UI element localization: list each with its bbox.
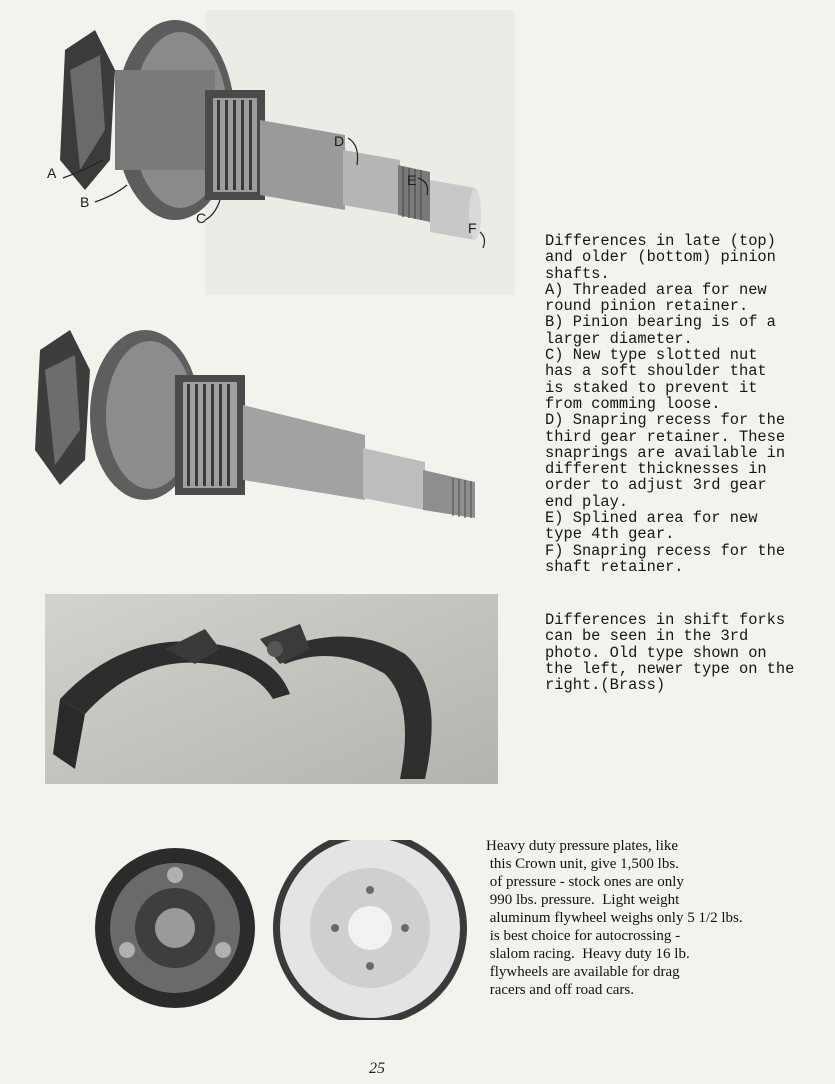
caption-line: larger diameter. xyxy=(545,329,693,348)
caption-line: B) Pinion bearing is of a xyxy=(545,313,776,332)
photo-new-pinion-shaft xyxy=(55,10,515,295)
label-e: E xyxy=(407,172,417,188)
caption-line: A) Threaded area for new xyxy=(545,280,767,299)
photo-shift-forks xyxy=(45,594,498,784)
caption-line: F) Snapring recess for the xyxy=(545,541,786,560)
caption-line: the left, newer type on the xyxy=(545,659,795,678)
caption-pinion-shafts xyxy=(545,233,785,575)
caption-line: flywheels are available for drag xyxy=(486,964,680,980)
label-d: D xyxy=(334,133,345,149)
caption-line: this Crown unit, give 1,500 lbs. xyxy=(486,856,679,872)
label-f: F xyxy=(468,220,477,236)
caption-line: different thicknesses in xyxy=(545,460,767,479)
caption-line: aluminum flywheel weighs only 5 1/2 lbs. xyxy=(486,910,743,926)
caption-line: end play. xyxy=(545,492,629,511)
caption-clutch-flywheel xyxy=(486,837,743,999)
caption-line: is best choice for autocrossing - xyxy=(486,928,681,944)
photo-clutch-flywheel xyxy=(75,840,475,1020)
label-c: C xyxy=(196,210,207,226)
caption-line: photo. Old type shown on xyxy=(545,643,767,662)
caption-line: type 4th gear. xyxy=(545,525,675,544)
caption-line: from comming loose. xyxy=(545,394,721,413)
page-number: 25 xyxy=(369,1060,385,1077)
caption-line: right.(Brass) xyxy=(545,676,666,695)
caption-line: third gear retainer. These xyxy=(545,427,786,446)
caption-line: has a soft shoulder that xyxy=(545,362,767,381)
caption-line: shaft retainer. xyxy=(545,557,684,576)
caption-line: Differences in late (top) xyxy=(545,232,776,250)
caption-line: of pressure - stock ones are only xyxy=(486,874,684,890)
caption-line: round pinion retainer. xyxy=(545,297,749,316)
label-b: B xyxy=(80,194,90,210)
caption-line: shafts. xyxy=(545,264,610,283)
caption-line: D) Snapring recess for the xyxy=(545,411,786,430)
caption-shift-forks xyxy=(545,612,794,693)
caption-line: order to adjust 3rd gear xyxy=(545,476,767,495)
caption-line: slalom racing. Heavy duty 16 lb. xyxy=(486,946,690,962)
photo-old-pinion-shaft xyxy=(35,320,485,535)
caption-line: and older (bottom) pinion xyxy=(545,248,776,267)
caption-line: is staked to prevent it xyxy=(545,378,758,397)
caption-line: Heavy duty pressure plates, like xyxy=(486,838,679,854)
caption-line: racers and off road cars. xyxy=(486,982,634,998)
caption-line: 990 lbs. pressure. Light weight xyxy=(486,892,680,908)
caption-line: E) Splined area for new xyxy=(545,509,758,528)
caption-line: Differences in shift forks xyxy=(545,611,786,629)
caption-line: snaprings are available in xyxy=(545,443,786,462)
caption-line: can be seen in the 3rd xyxy=(545,627,749,646)
label-a: A xyxy=(47,165,57,181)
caption-line: C) New type slotted nut xyxy=(545,346,758,365)
